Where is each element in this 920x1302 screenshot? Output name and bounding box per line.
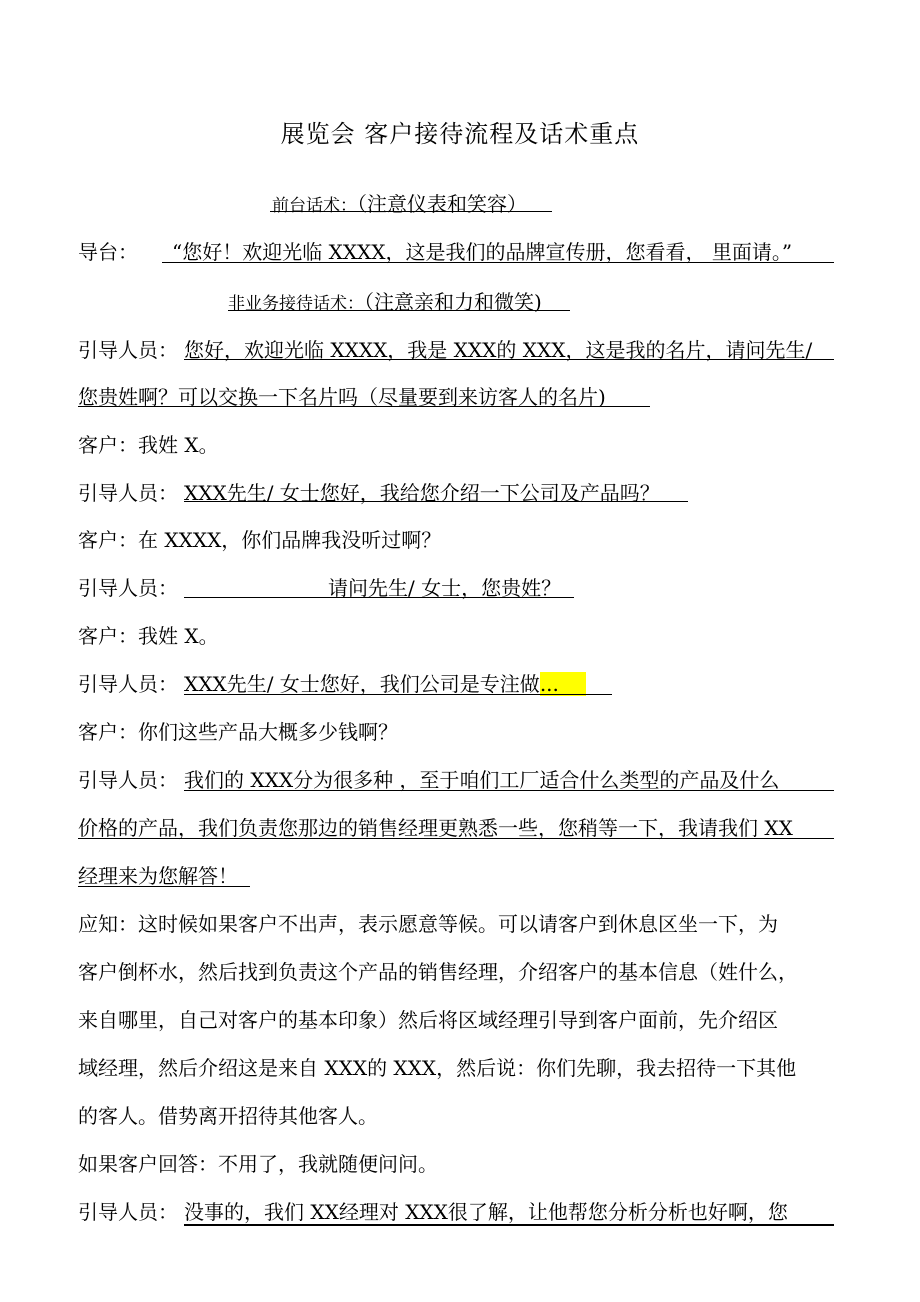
- notice-line-1: 应知：这时候如果客户不出声，表示愿意等候。可以请客户到休息区坐一下，为: [78, 912, 778, 936]
- customer-line-3: [78, 620, 219, 649]
- staff-line-5b-underline: [78, 838, 834, 839]
- closing-staff-text: 没事的，我们 XX经理对 XXX很了解，让他帮您分析分析也好啊，您: [184, 1200, 788, 1224]
- customer-text-2: 在 XXXX，你们品牌我没听过啊？: [138, 528, 442, 552]
- customer-label: 客户：: [78, 433, 138, 457]
- staff-label: 引导人员：: [78, 481, 178, 505]
- guide-text: “您好！欢迎光临 XXXX，这是我们的品牌宣传册，您看看， 里面请。”: [172, 240, 793, 264]
- non-business-underline: [228, 310, 570, 311]
- customer-line-1: [78, 429, 219, 458]
- front-desk-underline: [270, 211, 552, 212]
- notice-line-3: 来自哪里，自己对客户的基本印象）然后将区域经理引导到客户面前，先介绍区: [78, 1008, 778, 1032]
- notice-line-2: 客户倒杯水，然后找到负责这个产品的销售经理，介绍客户的基本信息（姓什么，: [78, 960, 798, 984]
- staff-line-5c-underline: [78, 886, 250, 887]
- customer-text-3: 我姓 X。: [138, 624, 219, 648]
- staff-label: 引导人员：: [78, 768, 178, 792]
- staff-label: 引导人员：: [78, 1200, 178, 1224]
- notice-line-4: 域经理，然后介绍这是来自 XXX的 XXX，然后说：你们先聊，我去招待一下其他: [78, 1056, 797, 1080]
- staff-line-2: XXX先生/ 女士您好，我给您介绍一下公司及产品吗？: [184, 481, 660, 505]
- customer-line-4: [78, 716, 398, 745]
- non-business-note: （注意亲和力和微笑): [364, 290, 542, 314]
- staff-line-1b: 您贵姓啊？可以交换一下名片吗（尽量要到来访客人的名片): [78, 385, 606, 409]
- customer-label: 客户：: [78, 624, 138, 648]
- staff-label: 引导人员：: [78, 672, 178, 696]
- closing-staff-underline: [184, 1224, 834, 1226]
- notice-line-5: 的客人。借势离开招待其他客人。: [78, 1104, 378, 1128]
- guide-label: 导台：: [78, 240, 138, 264]
- staff-line-1: 您好，欢迎光临 XXXX，我是 XXX的 XXX，这是我的名片，请问先生/: [184, 338, 813, 362]
- customer-text-1: 我姓 X。: [138, 433, 219, 457]
- closing-reply: 如果客户回答：不用了，我就随便问问。: [78, 1152, 438, 1176]
- customer-label: 客户：: [78, 528, 138, 552]
- non-business-heading: 非业务接待话术：: [228, 294, 364, 314]
- staff-line-2-underline: [184, 501, 688, 502]
- guide-underline: [162, 262, 834, 263]
- staff-line-4: [184, 668, 586, 697]
- front-desk-note: （注意仪表和笑容）: [357, 192, 527, 216]
- staff-line-5b: 价格的产品，我们负责您那边的销售经理更熟悉一些，您稍等一下，我请我们 XX: [78, 816, 793, 840]
- staff-label: 引导人员：: [78, 576, 178, 600]
- front-desk-heading-group: [272, 188, 527, 217]
- front-desk-heading: 前台话术：: [272, 196, 357, 216]
- customer-text-4: 你们这些产品大概多少钱啊？: [138, 720, 398, 744]
- staff-line-3: 请问先生/ 女士，您贵姓？: [328, 576, 562, 600]
- staff-line-4-text: XXX先生/ 女士您好，我们公司是专注做: [184, 672, 540, 696]
- staff-label: 引导人员：: [78, 338, 178, 362]
- page-title: 展览会 客户接待流程及话术重点: [280, 120, 640, 148]
- staff-line-1-underline: [184, 359, 834, 360]
- staff-line-5c: 经理来为您解答！: [78, 864, 238, 888]
- staff-line-5a-underline: [184, 790, 834, 791]
- customer-label: 客户：: [78, 720, 138, 744]
- staff-line-5a: 我们的 XXX分为很多种 ，至于咱们工厂适合什么类型的产品及什么: [184, 768, 780, 792]
- customer-line-2: [78, 524, 441, 553]
- staff-line-1b-underline: [78, 406, 650, 407]
- staff-line-4-underline: [184, 694, 612, 695]
- staff-line-3-underline: [184, 597, 574, 598]
- highlight-ellipsis: ...: [540, 672, 586, 696]
